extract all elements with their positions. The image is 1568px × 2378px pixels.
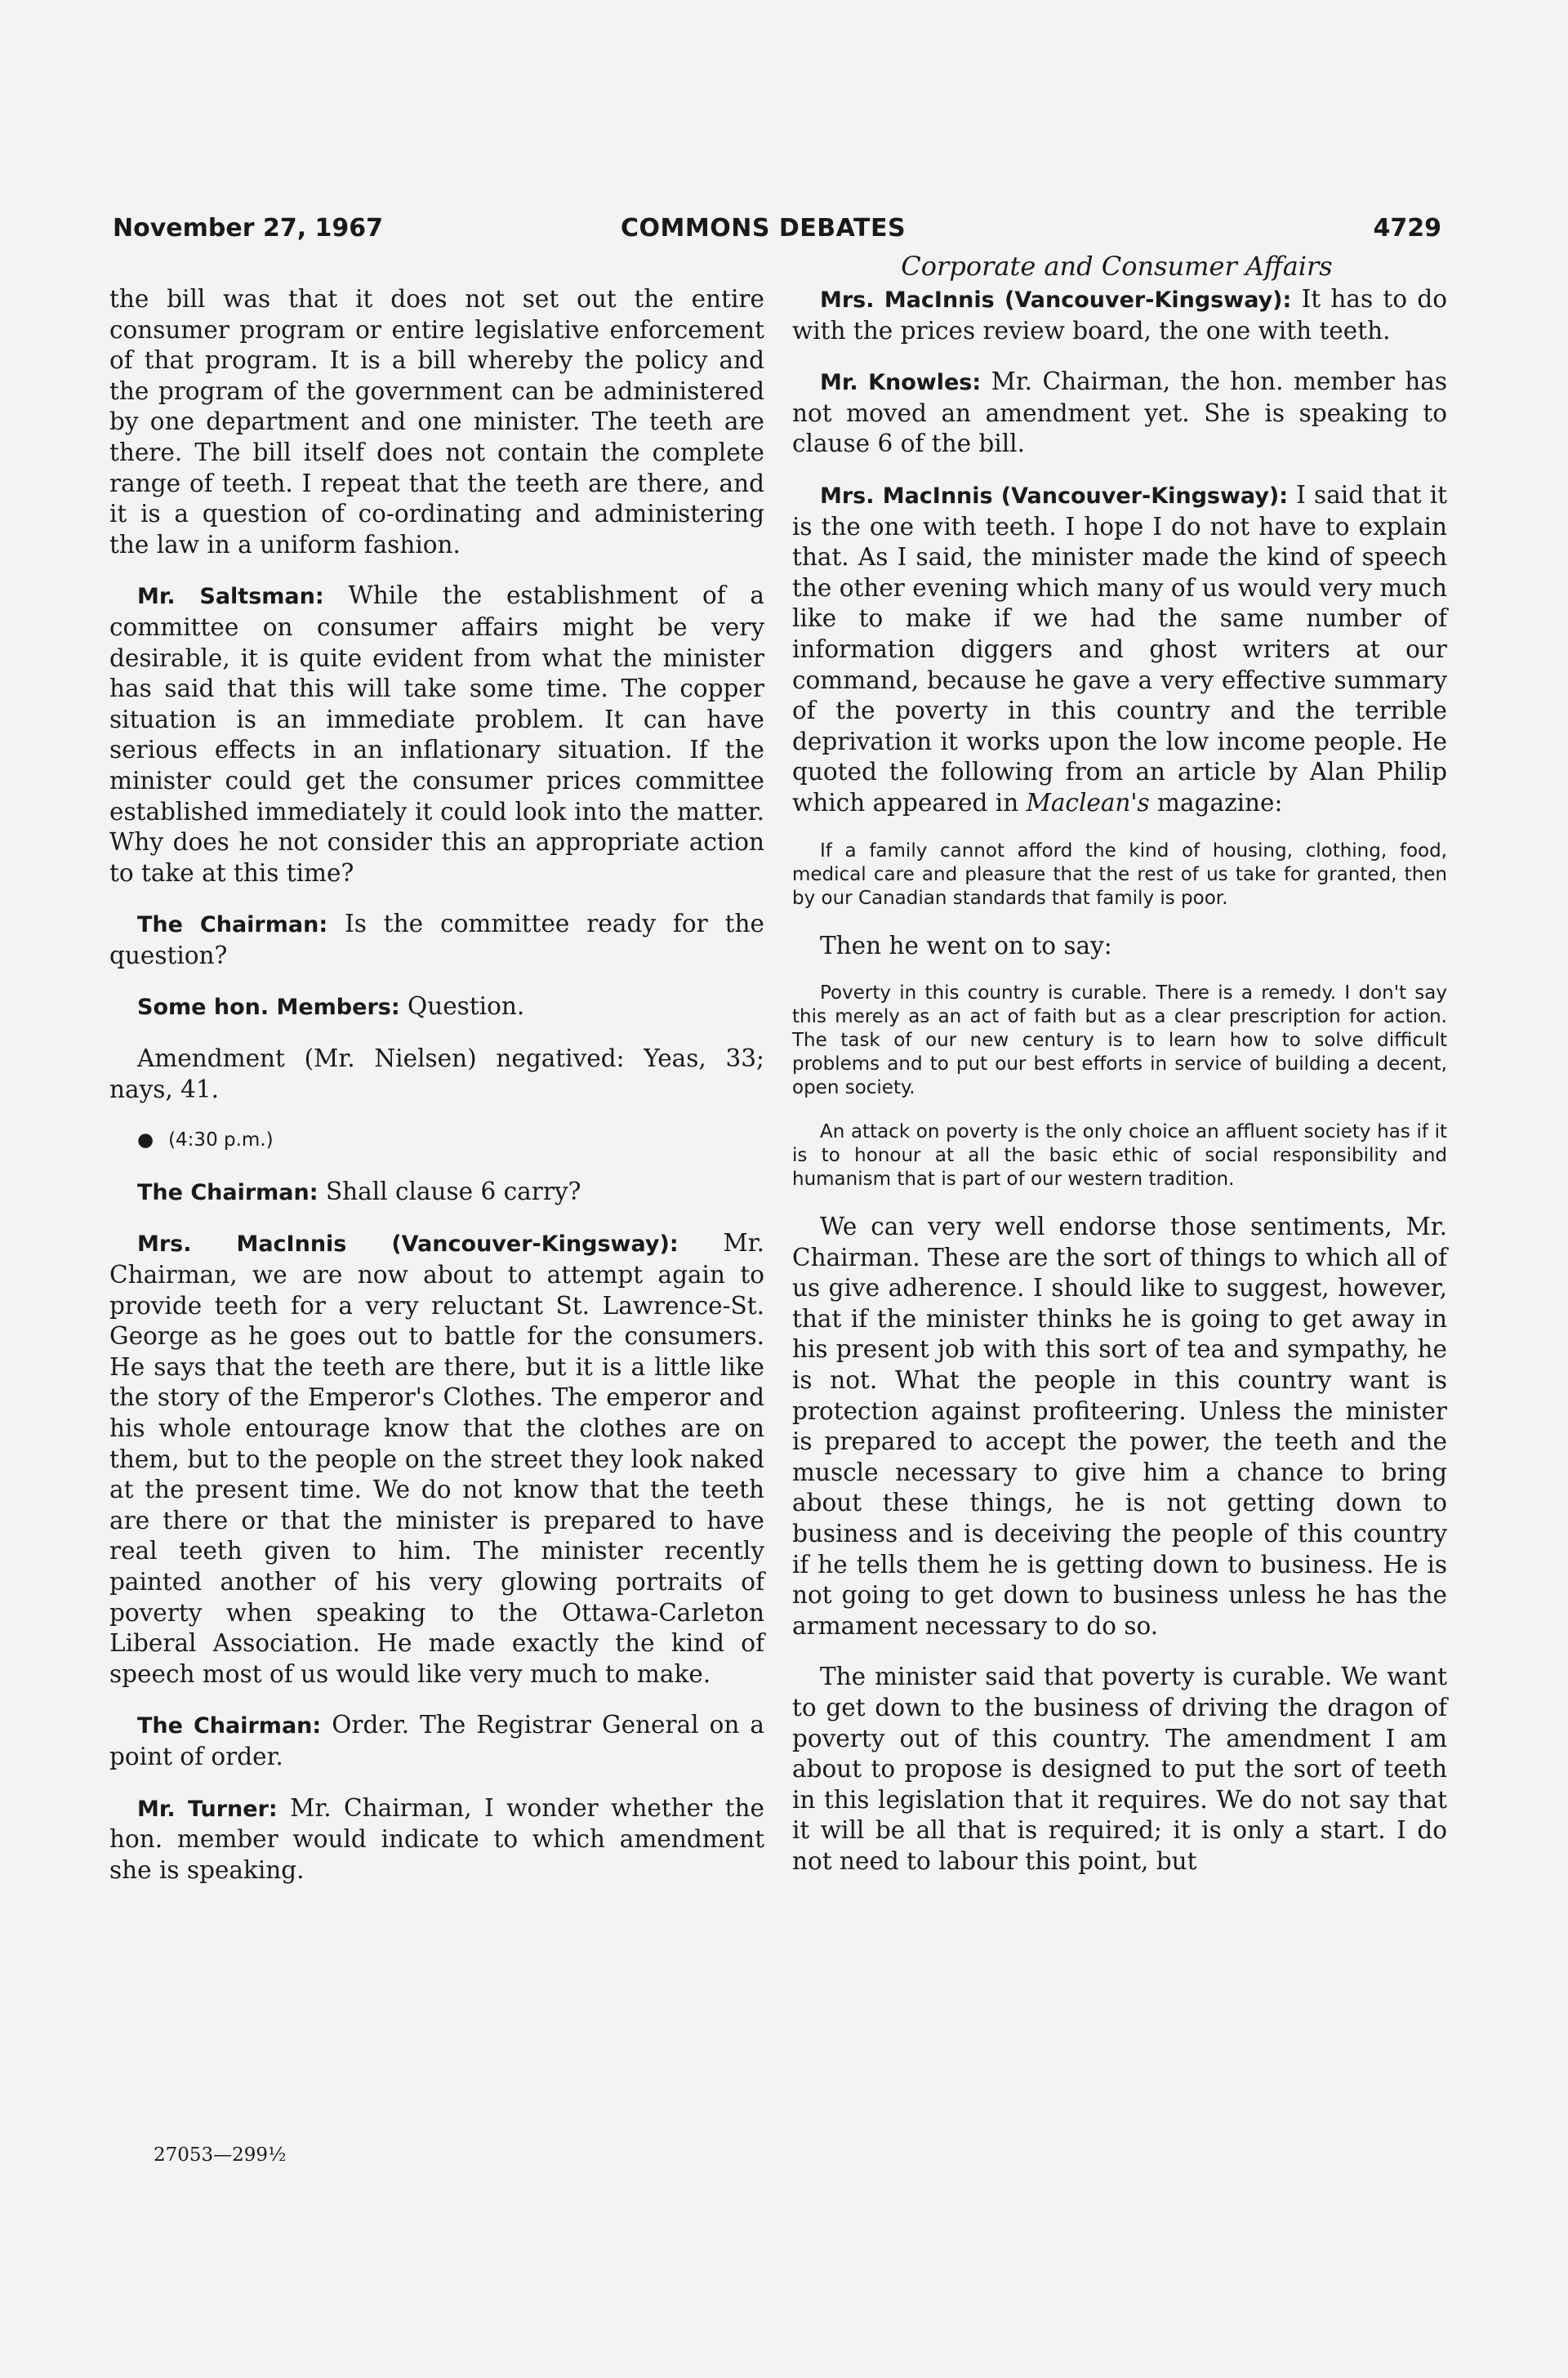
paragraph: [792, 480, 1447, 819]
paragraph: [109, 1793, 764, 1886]
speech-text: Order. The Registrar General on a point of order.: [109, 1711, 764, 1770]
page-header: [113, 214, 1441, 248]
speaker-name: Mrs. MacInnis (Vancouver-Kingsway):: [137, 1231, 679, 1258]
paragraph: [792, 367, 1447, 460]
block-quote: If a family cannot afford the kind of housing, clothing, food, medical care and pleasure that the rest of us take for granted, then by our Canadian standards that family is poor.: [792, 839, 1447, 909]
paragraph: [109, 991, 764, 1023]
paragraph: [792, 284, 1447, 346]
speaker-name: The Chairman:: [137, 1713, 322, 1739]
header-title: COMMONS DEBATES: [621, 214, 906, 243]
speaker-name: The Chairman:: [137, 1179, 318, 1205]
left-column: [109, 284, 764, 1906]
speaker-name: Mrs. MacInnis (Vancouver-Kingsway):: [820, 287, 1292, 313]
speaker-name: Mr. Knowles:: [820, 370, 982, 396]
paragraph: [109, 909, 764, 971]
block-quote: Poverty in this country is curable. There is a remedy. I don't say this merely as an act of faith but as a clear prescription for action. The task of our new century is to learn how to solve difficult problems and to put our best efforts in service of building a decent, open society.: [792, 982, 1447, 1099]
right-column: [792, 284, 1447, 1898]
section-subheader: Corporate and Consumer Affairs: [901, 251, 1333, 282]
paragraph: The minister said that poverty is curable. We want to get down to the business of driving the dragon of poverty out of this country. The amendment I am about to propose is designed to put the sort of teeth in this legislation that it requires. We do not say that it will be all that is required; it is only a start. I do not need to labour this point, but: [792, 1663, 1447, 1875]
speech-text: Mr. Chairman, the hon. member has not moved an amendment yet. She is speaking to clause 6 of the bill.: [792, 367, 1447, 458]
speaker-name: Mr. Saltsman:: [137, 584, 324, 610]
speaker-name: Mr. Turner:: [137, 1796, 278, 1822]
magazine-title: Maclean's: [1026, 788, 1150, 817]
page-number: 4729: [1373, 214, 1441, 243]
speech-text: Mr. Chairman, we are now about to attempt again to provide teeth for a very reluctant St. Lawrence-St. George as he goes out to battle for the consumers. He says that the teeth are there, but it is a little like the story of the Emperor's Clothes. The emperor and his whole entourage know that the clothes are on them, but to the people on the street they look naked at the present time. We do not know that the teeth are there or that the minister is prepared to have real teeth given to him. The minister recently painted another of his very glowing portraits of poverty when speaking to the Ottawa-Carleton Liberal Association. He made exactly the kind of speech most of us would like very much to make.: [109, 1229, 765, 1688]
block-quote: An attack on poverty is the only choice an affluent society has if it is to honour at all the basic ethic of social responsibility and humanism that is part of our western tradition.: [792, 1121, 1447, 1191]
speech-text: Is the committee ready for the question?: [109, 910, 764, 969]
speaker-name: Mrs. MacInnis (Vancouver-Kingsway):: [820, 483, 1289, 509]
speaker-name: Some hon. Members:: [137, 995, 400, 1021]
speech-text: Question.: [399, 992, 525, 1021]
speech-text: While the establishment of a committee on consumer affairs might be very desirable, it is quite evident from what the minister has said that this will take some time. The copper situation is an immediate problem. It can have serious effects in an inflationary situation. If the minister could get the consumer prices committee established immediately it could look into the matter. Why does he not consider this an appropriate action to take at this time?: [109, 581, 764, 887]
print-code: 27053—299½: [154, 2144, 287, 2166]
bullet-icon: ●: [137, 1129, 154, 1151]
paragraph: the bill was that it does not set out the entire consumer program or entire legislative enforcement of that program. It is a bill whereby the policy and the program of the government can be administered by one department and one minister. The teeth are there. The bill itself does not contain the complete range of teeth. I repeat that the teeth are there, and it is a question of co-ordinating and administering the law in a uniform fashion.: [109, 285, 764, 559]
paragraph: [109, 1228, 764, 1690]
paragraph: We can very well endorse those sentiments, Mr. Chairman. These are the sort of things to which all of us give adherence. I should like to suggest, however, that if the minister thinks he is going to get away in his present job with this sort of tea and sympathy, he is not. What the people in this country want is protection against profiteering. Unless the minister is prepared to accept the power, the teeth and the muscle necessary to give him a chance to bring about these things, he is not getting down to business and is deceiving the people of this country if he tells them he is getting down to business. He is not going to get down to business unless he has the armament necessary to do so.: [792, 1213, 1447, 1640]
speaker-name: The Chairman:: [137, 912, 328, 938]
paragraph: [109, 1177, 764, 1209]
speech-text: magazine:: [1149, 788, 1283, 817]
speech-text: Shall clause 6 carry?: [318, 1177, 581, 1205]
paragraph: [109, 1710, 764, 1772]
paragraph: Then he went on to say:: [820, 931, 1112, 960]
header-date: November 27, 1967: [113, 214, 384, 243]
speech-text: I said that it is the one with teeth. I hope I do not have to explain that. As I said, the minister made the kind of speech the other evening which many of us would very much like to make if we had the same number of information diggers and ghost writers at our command, because he gave a very effective summary of the poverty in this country and the terrible deprivation it works upon the low income people. He quoted the following from an article by Alan Philip which appeared in: [792, 480, 1448, 817]
time-marker: [109, 1125, 764, 1156]
time-text: (4:30 p.m.): [168, 1129, 274, 1151]
paragraph: [109, 581, 764, 888]
speech-text: It has to do with the prices review board, the one with teeth.: [792, 285, 1447, 345]
paragraph: Amendment (Mr. Nielsen) negatived: Yeas, 33; nays, 41.: [109, 1044, 764, 1103]
speech-text: Mr. Chairman, I wonder whether the hon. member would indicate to which amendment she is speaking.: [109, 1793, 764, 1884]
